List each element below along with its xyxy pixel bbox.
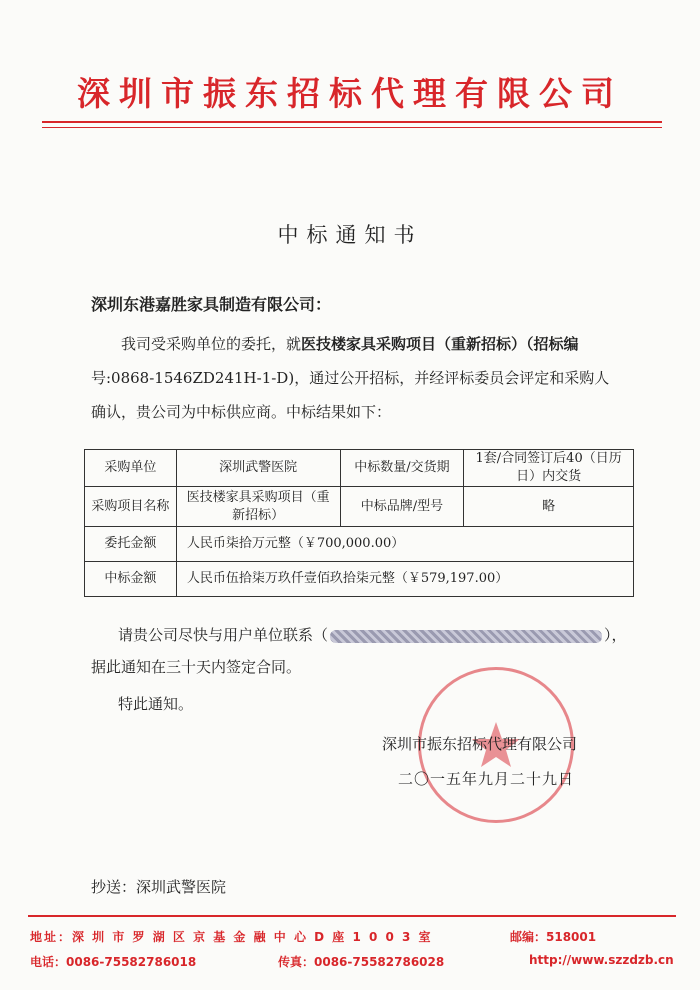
redacted-contact (330, 630, 602, 643)
notice-paragraph (91, 327, 618, 429)
table-value-entrusted-amount: 人民币柒拾万元整（￥700,000.00） (176, 527, 633, 562)
footer-website: http://www.szzdzb.cn (529, 953, 674, 967)
header-rule-thin (42, 127, 662, 128)
footer-address: 地址：深 圳 市 罗 湖 区 京 基 金 融 中 心 D 座 1 0 0 3 室 (30, 930, 433, 944)
issue-date: 二〇一五年九月二十九日 (398, 770, 575, 788)
signer-company: 深圳市振东招标代理有限公司 (382, 735, 578, 753)
contact-line (118, 624, 627, 645)
project-name-bold: 医技楼家具采购项目（重新招标）（招标编 (301, 335, 579, 353)
table-label-quantity: 中标数量/交货期 (340, 450, 464, 487)
table-value-winning-amount: 人民币伍拾柒万玖仟壹佰玖拾柒元整（￥579,197.00） (176, 562, 633, 597)
bid-result-table (84, 449, 634, 597)
table-value-quantity: 1套/合同签订后40（日历日）内交货 (464, 450, 634, 487)
signing-deadline-text: 据此通知在三十天内签定合同。 (91, 658, 302, 676)
table-value-purchaser: 深圳武警医院 (176, 450, 340, 487)
table-row (85, 450, 634, 487)
table-label-winning-amount: 中标金额 (85, 562, 177, 597)
table-label-project: 采购项目名称 (85, 487, 177, 527)
table-row (85, 527, 634, 562)
document-title: 中标通知书 (277, 223, 423, 247)
contact-text-after: ）， (604, 626, 627, 644)
recipient-name: 深圳东港嘉胜家具制造有限公司： (91, 295, 332, 314)
table-value-brand: 略 (464, 487, 634, 527)
table-label-entrusted-amount: 委托金额 (85, 527, 177, 562)
table-label-brand: 中标品牌/型号 (340, 487, 464, 527)
footer-fax: 传真：0086-75582786028 (278, 955, 445, 969)
paragraph-text-2: 号:0868-1546ZD241H-1-D)，通过公开招标，并经评标委员会评定和采购人确认，贵公司为中标供应商。中标结果如下： (91, 369, 610, 421)
special-notice-text: 特此通知。 (118, 695, 194, 713)
letterhead-company-name: 深圳市振东招标代理有限公司 (77, 74, 623, 113)
footer-rule (28, 915, 676, 917)
table-value-project: 医技楼家具采购项目（重新招标） (176, 487, 340, 527)
contact-text-before: 请贵公司尽快与用户单位联系（ (118, 626, 329, 644)
header-rule (42, 121, 662, 123)
footer-postal-code: 邮编：518001 (510, 930, 597, 944)
footer-telephone: 电话：0086-75582786018 (30, 955, 197, 969)
table-row (85, 487, 634, 527)
table-row (85, 562, 634, 597)
paragraph-text-1: 我司受采购单位的委托，就 (121, 335, 302, 353)
cc-line: 抄送：深圳武警医院 (91, 878, 227, 896)
table-label-purchaser: 采购单位 (85, 450, 177, 487)
